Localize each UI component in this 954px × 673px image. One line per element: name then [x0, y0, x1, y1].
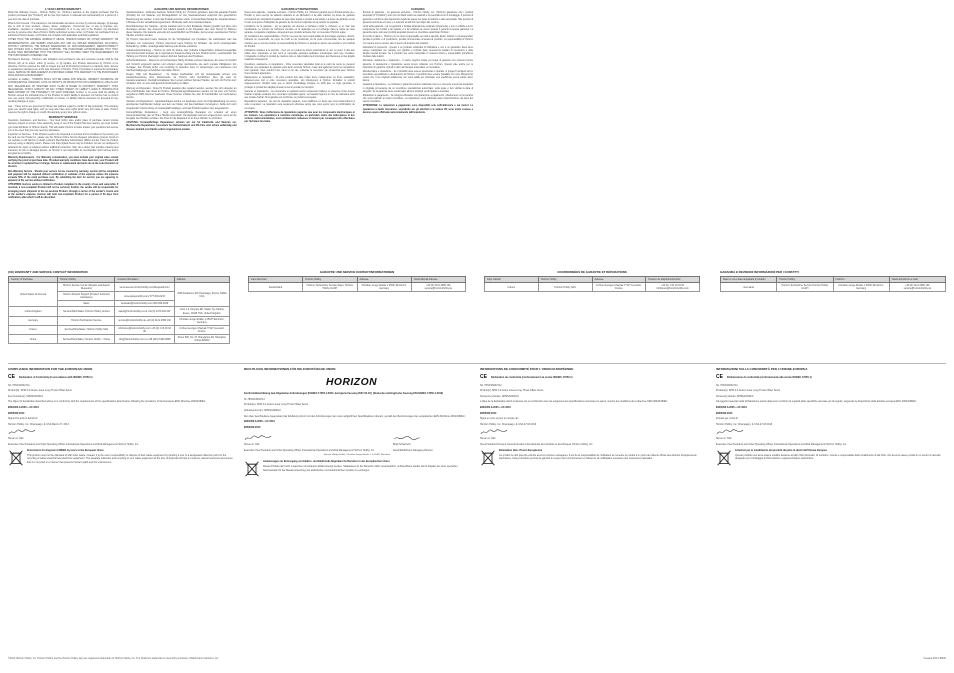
- table-cell: Horizon Technischer Service Horizon Hobby GmbH: [777, 283, 833, 292]
- warranty-paragraph: (b) Horizon übernimmt keine Garantie für die Verfügbarkeit von Produkten, die Lieferbarkeit oder das Einhalten von Lieferzeiten. Horizon übernimmt keine Haftung für Schäden, die durch unsachgemäße Behandlung, Unfälle, unsachgemäße Wartung oder Einbau entstehen.: [126, 39, 237, 48]
- item-number: Artikelnummer(n): SPMSA2030L0: [244, 408, 281, 412]
- warranty-paragraph: Non-Warranty Service - Should your service not be covered by warranty, service will be completed and payment will be required without notification or estimate of the expense unless the expense exceeds 50% of the retail purchase cost. By submitting the item for service you are agreeing to payment of the service without notification.: [8, 170, 119, 183]
- table-row: [9, 325, 230, 334]
- weee-bin-icon: [480, 449, 496, 467]
- compliance-title: RECHTLICHE INFORMATIONEN FÜR DIE EUROPÄISCHE UNION: [244, 367, 336, 371]
- warranty-paragraph: Questions, assistance et réparations - Votre revendeur spécialisé local et le point de vente ne peuvent effectuer une évaluation de garantie sans avoir consulté Horizon. Cela vaut également pour les réparations sous garantie. Vous voudrez bien, dans un tel cas, contacter le revendeur qui conviendra avec Horizon d'une décision appropriée.: [244, 63, 355, 76]
- declaration-label: Declaration of Conformity (in accordance with ISO/IEC 17050-1): [19, 376, 93, 380]
- contact-table-fr: [484, 270, 700, 292]
- compliance-de: [244, 368, 470, 648]
- table-cell: Horizon Hobby SAS: [538, 283, 592, 292]
- table-cell: United States of America: [9, 283, 58, 307]
- contact-tables: [8, 270, 946, 360]
- ce-mark-icon: CE: [8, 374, 15, 381]
- warranty-attention: ACHTUNG: Kostenpflichtige Reparaturen nehmen wir nur für Elektronik und Motoren vor. Mechanische Reparaturen, besonders bei Hubschraubern und RC-Cars sind extrem aufwendig und müssen deshalb vom Käufer selbst vorgenommen werden.: [126, 122, 237, 131]
- table-header: Horizon Hobby: [538, 277, 592, 283]
- warranty-paragraph: Indications relatives à la sécurité - Ceci est un produit de loisirs perfectionné et non un jouet. Il doit être utilisé avec précaution et bon sens et nécessite quelques aptitudes mécaniques ainsi que mentales. L'incapacité à utiliser le produit de manière sûre et raisonnable peut provoquer des blessures et des dégâts matériels conséquents.: [244, 49, 355, 62]
- contact-table-title: GARANTIE UND SERVICE KONTAKTINFORMATIONEN: [319, 270, 395, 274]
- standard: EN55022:2010: [480, 411, 497, 415]
- warranty-paragraph: Wartung und Reparatur - Muss Ihr Produkt gewartet oder repariert werden, wenden Sie sich entweder an Ihren Fachhändler oder direkt an Horizon. Rücksendungen/Reparaturen werden nur mit einer von Horizon vergebenen RMA Nummer bearbeitet. Diese Nummer erhalten Sie oder Ihr Fachhändler vom technischen Service.: [126, 87, 237, 100]
- signed-label: Signed for and on behalf of:: [8, 417, 38, 421]
- table-cell: Germania: [721, 283, 777, 292]
- declaration-body: Gli oggetti presentati nella dichiarazione sopra citata sono conformi ai requisiti delle specifiche elencate qui di seguito, seguendo le disposizioni della direttiva europea EMC 2004/108/EC:: [716, 400, 917, 404]
- item-number: Numéro(s) d'article: SPMSA2030L0: [480, 394, 519, 398]
- warranty-attention: ATTENZIONE: Le riparazioni a pagamento sono disponibili solo sull'elettronica e sui motori. Le riparazioni a livello meccanico, soprattutto per gli elicotteri e le vetture RC sono molto costose e devono essere effettuate autonomamente dall'acquirente.: [362, 105, 473, 114]
- table-header: Telefono/Indirizzo e-mail: [889, 277, 945, 283]
- table-cell: sales@horizonhobby.co.uk +44 (0) 1279 641 097: [115, 307, 174, 316]
- table-cell: Horizon Service Center (Repairs and Repair Requests): [58, 283, 115, 292]
- declaration-body: The object of declaration described above is in conformity with the requirements of the specifications listed below, following the provisions of the European EMC Directive 2004/108/EC:: [8, 400, 206, 404]
- table-header: Horizon Hobby: [777, 277, 833, 283]
- signature-icon: [244, 434, 272, 442]
- table-header: Adresse: [592, 277, 646, 283]
- table-row: [9, 307, 230, 316]
- table-row: [721, 283, 946, 292]
- table-cell: websales@horizonhobby.com 800-338-4639: [115, 301, 174, 307]
- weee-title: Istruzioni per lo smaltimento dei prodotti da parte di utenti dell'Unione Europea: [735, 448, 827, 452]
- table-cell: France: [485, 283, 539, 292]
- warranty-paragraph: Purchaser's Remedy - Horizon's sole obligation and purchaser's sole and exclusive remedy shall be that Horizon will, at its option, either (i) service, or (ii) replace, any Product determined by Horizon to be defective. Horizon reserves the right to inspect any and all Product(s) involved in a warranty claim. Service or replacement decisions are at the sole discretion of Horizon. Proof of purchase is required for all warranty claims. SERVICE OR REPLACEMENT AS PROVIDED UNDER THIS WARRANTY IS THE PURCHASER'S SOLE AND EXCLUSIVE REMEDY.: [8, 59, 119, 78]
- standard: EN61000-6-2005 + AC:2011: [716, 405, 747, 409]
- signature-icon: [8, 428, 36, 436]
- warranty-attention: ATTENTION: Horizon service is limited to Product compliant in the country of use and ownership. If received, a non-compliant Product will not be serviced. Further, the sender will be responsible for arranging return shipment of the un-serviced Product, through a carrier of the sender's choice and at the sender's expense. Horizon will hold non-compliant Product for a period of 60 days from notification, after which it will be discarded.: [8, 184, 119, 199]
- table-row: [485, 283, 700, 292]
- table-cell: United Kingdom: [9, 307, 58, 316]
- signatory-name: Steven A. Hall: [716, 437, 732, 441]
- warranty-title-fr: GARANTIE ET RÉPARATIONS: [281, 8, 319, 11]
- signature-block: [393, 432, 433, 454]
- warranty-title-en: 1-YEAR LIMITED WARRANTY: [44, 8, 82, 11]
- copyright-text: ©2013 Horizon Hobby, Inc. Horizon Hobby and the Horizon Hobby logo are registered trademarks of Horizon Hobby, Inc. The Spektrum trademark is used with permission of Bachmann Industries, Inc.: [8, 657, 219, 660]
- table-header: Land des Kauf: [249, 277, 303, 283]
- standard: EN55022:2010: [244, 425, 261, 429]
- signatory-title: Executive Vice President and Chief Operating Officer International Operations and Risk Management Horizon Hobby, Inc.: [8, 442, 139, 446]
- warranty-paragraph: Questions, Assistance, and Services - Your local hobby store and/or place of purchase cannot provide warranty support or service. Once assembly, setup or use of the Product has been started, you must contact your local distributor or Horizon directly. This will enable Horizon to better answer your questions and service you in the event that you may need any assistance.: [8, 120, 119, 132]
- warranty-paragraph: What this Warranty Covers - Horizon Hobby, Inc. (Horizon) warrants to the original purchaser that the product purchased (the "Product") will be free from defects in materials and workmanship for a period of 1 year from the date of purchase.: [8, 12, 119, 21]
- warranty-attention: ATTENTION : Nous n'effectuons de réparations payantes que pour les composants électroniques et les moteurs. Les réparations à caractère mécanique, en particulier celles des hélicoptères et des voitures radiocommandées, sont extrêmement coûteuses et doivent par conséquent être effectuées par l'acheteur lui-même.: [244, 111, 355, 124]
- svg-text:HORIZON: HORIZON: [325, 377, 378, 389]
- declaration-number: Nr. HH2013032712: [244, 397, 265, 401]
- weee-text: This product must not be disposed of with other waste. Instead, it is the user's responsibility to dispose of their waste equipment by handing it over to a designated collection point for the recycling of waste electrical and electronic equipment. The separate collection and recycling of your waste equipment at the time of disposal will help to conserve natural resources and ensure that it is recycled in a manner that protects human health and the environment.: [27, 454, 233, 464]
- warranty-paragraph: (b) Limitations des responsabilités - Horizon ne peut être tenu responsable de dommages spéciaux, directs, indirects ou consécutifs, de perte de profit ou de production ou de perte commerciale, liés de quelque manière que ce soit au produit. La responsabilité de Horizon ne saurait en aucun cas excéder le prix d'achat du Produit.: [244, 36, 355, 48]
- weee-bin-icon: [244, 460, 260, 478]
- warranty-paragraph: Limitations de la garantie - (a) La garantie est donnée à l'acheteur initial (« Acheteur ») et n'est pas transférable. Le recours de l'acheteur consiste en la réparation ou en l'échange dans le cadre de cette garantie. La garantie s'applique uniquement aux produits achetés chez un revendeur Horizon agréé.: [244, 25, 355, 35]
- signature-icon: [393, 434, 421, 442]
- signatory-name: Steven A. Hall: [8, 437, 24, 441]
- declaration-label: Dichiarazione di conformità (conformemente alla norma ISO/IEC 17050-1): [727, 376, 812, 380]
- table-cell: +49 (0) 4121 2655 100 service@horizonhobby.de: [411, 283, 465, 292]
- warranty-paragraph: Limitation of Liability - HORIZON SHALL NOT BE LIABLE FOR SPECIAL, INDIRECT, INCIDENTAL OR CONSEQUENTIAL DAMAGES, LOSS OF PROFITS OR PRODUCTION OR COMMERCIAL LOSS IN ANY WAY, REGARDLESS OF WHETHER SUCH CLAIM IS BASED IN CONTRACT, WARRANTY, TORT, NEGLIGENCE, STRICT LIABILITY OR ANY OTHER THEORY OF LIABILITY, EVEN IF HORIZON HAS BEEN ADVISED OF THE POSSIBILITY OF SUCH DAMAGES. Further, in no event shall the liability of Horizon exceed the individual price of the Product on which liability is asserted. As Horizon has no control over use, setup, final assembly, modification or misuse, no liability shall be assumed nor accepted for any resulting damage or injury.: [8, 79, 119, 104]
- signatory-title: Executive Vice President and Chief Operating Officer International Operations and Risk Management Horizon Hobby, Inc.: [244, 448, 375, 452]
- declaration-number: No. HH2013032712: [8, 383, 30, 387]
- table-row: [249, 283, 466, 292]
- signatory-name: Birgit Schamuhn: [392, 442, 411, 446]
- warranty-services-heading: WARRANTY SERVICES: [48, 116, 78, 120]
- table-cell: Deutschland: [249, 283, 303, 292]
- signature-icon: [716, 428, 744, 436]
- table-header: Numéro de téléphone/Courriel: [646, 277, 700, 283]
- declaration-body: Der oben beschriebene Gegenstand der Erklärung stimmt mit den Anforderungen der unten aufgeführten Spezifikationen überein, gemäß den Bestimmungen der europäischen EMV-Richtlinie 2004/108/EC:: [244, 414, 466, 418]
- table-cell: Horizon Product Support (Product Technical Assistance): [58, 292, 115, 301]
- warranty-paragraph: Sicherheitshinweise - Dieses ist ein hochwertiges Hobby Produkt und kein Spielzeug. Es muss mit Vorsicht und Umsicht eingesetzt werden und erfordert einige mechanische wie auch mentale Fähigkeiten. Ein Versagen, das Produkt sicher und umsichtig zu betreiben kann zu Verletzungen von Lebewesen und Sachbeschädigungen erheblichen Ausmaßes führen.: [126, 60, 237, 72]
- contact-table: [720, 276, 946, 292]
- signatory-name: Steven A. Hall: [480, 437, 496, 441]
- table-cell: 11 Rue Georges Charpak 77127 Lieusaint, France: [592, 283, 646, 292]
- signature-block: [244, 432, 375, 454]
- warranty-paragraph: Riparazioni a pagamento - Se bisogna effettuare una riparazione a pagamento, effettueremo un preventivo che verrà inoltrato al vostro rivenditore. La riparazione verrà effettuata dopo l'autorizzazione da parte del vostro rivenditore.: [362, 94, 473, 104]
- compliance-title: INFORMAZIONI SULLA CONFORMITÀ PER L'UNIONE EUROPEA: [716, 367, 808, 371]
- item-number: Item Number(s): SPMSA2030L0: [8, 394, 43, 398]
- standard: EN61000-6-2005 + AC:2011: [8, 405, 39, 409]
- table-cell: Christian-Junge-Straße 1 25337 Elmshorn, Germany: [833, 283, 889, 292]
- weee-text: Questo prodotto non deve essere smaltito assieme ad altri rifiuti domestici. Al contrario, l'utente è responsabile dello smaltimento di tali rifiuti, che devono essere portati in un centro di raccolta designato per il riciclaggio di rifiuti elettrici e apparecchiature elettroniche.: [735, 454, 941, 461]
- product-name: Product(s): SPM 2.0-Gram Linear Long Throw Offset Servo: [8, 389, 72, 393]
- contact-table-title: COORDONNÉES DE GARANTIE ET RÉPARATIONS: [557, 270, 627, 274]
- table-row: [9, 316, 230, 325]
- table-cell: service@horizonhobby.de +49 (0) 4121 2655 100: [115, 316, 174, 325]
- compliance-title: COMPLIANCE INFORMATION FOR THE EUROPEAN UNION: [8, 367, 93, 371]
- declaration-body: L'objet de la déclaration décrit ci-dessus est en conformité avec les exigences des spécifications énumérées ci-après, suivant les conditions de la directive CEM 2004/108/EC:: [480, 400, 668, 404]
- warranty-paragraph: Indicazioni di sicurezza - Questo è un prodotto sofisticato di hobbistica e non è un giocattolo. Esso deve essere manipolato con cautela, con giudizio e richiede delle conoscenze basilari di meccanica e delle facoltà mentali di base. Se il prodotto non verrà manipolato in maniera sicura e responsabile potrebbero risultare delle lesioni.: [362, 46, 473, 59]
- table-header: Telefon/Email Adresse: [411, 277, 465, 283]
- warranty-paragraph: OTHER THAN THE EXPRESS WARRANTY ABOVE, HORIZON MAKES NO OTHER WARRANTY OR REPRESENTATION, AND HEREBY DISCLAIMS ANY AND ALL IMPLIED WARRANTIES, INCLUDING, WITHOUT LIMITATION, THE IMPLIED WARRANTIES OF NON-INFRINGEMENT, MERCHANTABILITY AND FITNESS FOR A PARTICULAR PURPOSE. THE PURCHASER ACKNOWLEDGES THAT THEY ALONE HAVE DETERMINED THAT THE PRODUCT WILL SUITABLY MEET THE REQUIREMENTS OF THE PURCHASER'S INTENDED USE.: [8, 39, 119, 58]
- warranty-paragraph: Durée de la garantie - Garantie exclusive - Horizon Hobby, Inc. (Horizon) garantit que le Produit acheté (le « Produit ») sera exempt de défauts matériels et de fabrication à sa date d'achat. La durée de garantie correspond aux dispositions légales du pays dans lequel le produit a été acquis. La durée de garantie est de 6 mois et la durée d'obligation de garantie de 18 mois à l'expiration de la période de garantie.: [244, 12, 355, 24]
- warranty-paragraph: Domande, assistenza e riparazioni - Il vostro negozio locale e/o luogo di acquisto non possono fornire garanzie di assistenza o riparazione senza previo colloquio con Horizon. Questo vale anche per le riparazioni in garanzia. Quindi in tale casi bisogna interpellare un rivenditore.: [362, 60, 473, 69]
- weee-title: Elimination dans l'Union Européenne: [499, 448, 543, 452]
- table-cell: Service/Parts/Sales: Horizon Hobby SAS: [58, 325, 115, 334]
- standard: EN55022:2010: [716, 411, 733, 415]
- warranty-paragraph: Manutenzione e riparazione - Se il prodotto deve essere ispezionato o riparato, si prega di rivolgersi ad un rivenditore specializzato o direttamente ad Horizon. Il prodotto deve essere imballato con cura. Bisogna far notare che i box originali solitamente non sono adatti per effettuare una spedizione senza subire alcun danno.: [362, 70, 473, 83]
- warranty-paragraph: Garantie und Reparaturen - Garantieanfragen werden nur bearbeitet, wenn ein Originalkaufbeleg von einem autorisierten Fachhändler beiliegt, aus dem der Käufer und das Kaufdatum hervorgehen. Sollte sich nach eingehender Untersuchung ein Garantiefall bestätigen, wird das Produkt repariert oder ausgetauscht.: [126, 101, 237, 110]
- table-header: Indirizzo: [833, 277, 889, 283]
- product-name: Prodotto(i): SPM 2.0-Gram Linear Long Throw Offset Servo: [716, 389, 781, 393]
- signature-icon: [480, 428, 508, 436]
- standard: EN61000-6-2005 + AC:2011: [480, 405, 511, 409]
- warranty-paragraph: (b) Limiti di danno - Horizon non si riterrà responsabile per danni speciali, diretti, indiretti o consequenziali; perdita di profitto o di produzione; perdita commerciale connessa al prodotto. La responsabilità di Horizon non supera mai in nessun caso il prezzo di acquisto del prodotto.: [362, 36, 473, 45]
- horizon-logo-icon: [325, 374, 389, 388]
- contact-table: [248, 276, 466, 292]
- warranty-paragraph: Maintenance et réparation - Si votre produit doit faire l'objet d'une maintenance ou d'une réparation, adressez-vous soit à votre revendeur spécialisé, soit directement à Horizon. Emballez le produit soigneusement. Veuillez noter que le carton d'emballage d'origine ne suffit pas, en règle générale, à protéger le produit des dégâts pouvant survenir pendant le transport.: [244, 77, 355, 89]
- table-cell: infofrance@horizonhobby.com +33 (0) 1 60 18 34 90: [115, 325, 174, 334]
- compliance-it: [716, 368, 942, 648]
- table-cell: France: [9, 325, 58, 334]
- declaration-number: No. HH2013032712: [716, 383, 738, 387]
- item-number: Numero(i) articolo: SPMSA2030L0: [716, 394, 754, 398]
- weee-text: Dieses Produkt darf nicht zusammen mit anderem Abfall entsorgt werden. Stattdessen ist der Benutzer dafür verantwortlich, unbrauchbare Geräte durch Abgabe bei einer speziellen Sammelstelle für die Wiederverwertung von elektrischen und elektronischen Geräten zu entsorgen.: [263, 465, 458, 472]
- weee-title: Anweisungen zur Entsorgung von Elektro- und Elektronik-Altgeräten für Benutzer in der Europäischen Union: [263, 459, 390, 463]
- contact-table: [8, 276, 230, 344]
- company-block: Horizon Hobby, Inc. Champaign, IL USA March 27, 2013: [8, 422, 69, 426]
- warranty-paragraph: Einschränkungen der Garantie - (a) Die Garantie wird nur dem Erstkäufer (Käufer) gewährt und kann nicht übertragen werden. Der Anspruch des Käufers besteht in der Reparatur oder dem Tausch im Rahmen dieser Garantie. Die Garantie erstreckt sich ausschließlich auf Produkte, die bei einem autorisierten Horizon Händler erworben wurden.: [126, 25, 237, 38]
- table-header: Contact Information: [115, 277, 174, 283]
- compliance-en: [8, 368, 234, 648]
- table-cell: +33 (0) 1 60 18 34 90 infofrance@horizonhobby.com: [646, 283, 700, 292]
- contact-table-title: (UK) WARRANTY AND SERVICE CONTACT INFORMATION: [8, 270, 88, 274]
- standard: EN55022:2010: [8, 411, 25, 415]
- ce-mark-icon: CE: [716, 374, 723, 381]
- warranty-paragraph: Garanzia a riparazione - Le richieste in garanzia verranno elaborate solo se è presente una prova d'acquisto in originale proveniente da un rivenditore specializzato autorizzato, nella quale è ben visibile la data di acquisto. Se la garanzia viene confermata, allora il prodotto verrà riparato o sostituito.: [362, 84, 473, 93]
- table-cell: Horizon Technischer Service Sales: Horizon Hobby GmbH: [303, 283, 357, 292]
- weee-text: Ce produit ne doit pas être éliminé avec les ordures ménagères. Il est de la responsabilité de l'utilisateur de remettre le produit à un point de collecte officiel des déchets d'équipements électriques. Cette procédure permet de garantir le respect de l'environnement et l'absence de sollicitation excessive des ressources naturelles.: [499, 454, 697, 461]
- contact-table-de: [248, 270, 466, 292]
- table-cell: +49 (0) 4121 2655 100 service@horizonhobby.de: [889, 283, 945, 292]
- product-name: Produit(s): SPM 2.0-Gram Linear Long Throw Offset Servo: [480, 389, 544, 393]
- company-block: Horizon Hobby, Inc. Champaign, IL USA 27.03.2013: [716, 422, 773, 426]
- table-cell: Room 506, No. 97 Changshou Rd. Shanghai, China 200060: [174, 335, 229, 344]
- company-block: Horizon Hobby, Inc. Champaign, IL USA 27.03.2013: [480, 422, 537, 426]
- table-cell: Service/Parts/Sales: Horizon Hobby Limited: [58, 307, 115, 316]
- warranty-paragraph: Periodo di garanzia - La garanzia esclusiva - Horizon Hobby, Inc. (Horizon) garantisce che i prodotti acquistati (il "Prodotto") sono privi di difetti relativi ai materiali e di eventuali errori di montaggio. Il periodo di garanzia è conforme alle disposizioni legali del paese nel quale il prodotto è stato acquistato. Tale periodo di garanzia ammonta a 6 mesi e si estende ad altri 18 mesi dopo tale termine.: [362, 12, 473, 24]
- signatory-title: Vice-Président Directeur Général Gestion Internationale des Activités et des Risques Horizon Hobby, Inc.: [480, 442, 594, 446]
- table-header: Adresse: [357, 277, 411, 283]
- declaration-number: No. HH2013032712: [480, 383, 502, 387]
- product-name: Produkt(e): SPM 2.0-Gram Linear Long Throw Offset Servo: [244, 403, 309, 407]
- contact-table: [484, 276, 700, 292]
- table-header: Stato in cui è stato acquistato il prodotto: [721, 277, 777, 283]
- weee-title: Instructions for disposal of WEEE by users in the European Union: [27, 448, 104, 452]
- contact-table-title: GARANZIA E REVISIONI INFORMAZIONI PER I CONTATTI: [720, 270, 799, 274]
- warranty-paragraph: Law - These terms are governed by Illinois law (without regard to conflict of law principals). This warranty gives you specific legal rights, and you may also have other rights which vary from state to state. Horizon reserves the right to change or modify this warranty at any time without notice.: [8, 105, 119, 114]
- declaration-label: Déclaration de conformité (conformément à la norme ISO/IEC 17050-1): [491, 376, 573, 380]
- warranty-paragraph: Warranty Requirements - For Warranty consideration, you must include your original sales receipt verifying the proof-of-purchase date. Provided warranty conditions have been met, your Product will be serviced or replaced free of charge. Service or replacement decisions are at the sole discretion of Horizon.: [8, 156, 119, 169]
- contact-table-en: [8, 270, 230, 344]
- table-cell: Christian-Junge-Straße 1 25337 Elmshorn, Germany: [357, 283, 411, 292]
- ce-mark-icon: CE: [480, 374, 487, 381]
- table-cell: info@horizonhobby.com.cn +86 (021) 5180 9868: [115, 335, 174, 344]
- warranty-paragraph: Schadensbeschränkung - Horizon ist nicht für direkte oder indirekte Folgeschäden, Einkommensausfälle oder kommerzielle Verluste, die in irgendeinem Zusammenhang mit dem Produkt stehen, verantwortlich. Die Haftung von Horizon übersteigt in keinem Fall den Kaufpreis des Produktes.: [126, 49, 237, 59]
- compliance-title: INFORMATIONS DE CONFORMITÉ POUR L'UNION EUROPÉENNE: [480, 367, 574, 371]
- signature-row: [244, 432, 470, 454]
- warranty-paragraph: Kostenpflichtige Reparaturen - Liegt eine kostenpflichtige Reparatur vor, erstellen wir einen Kostenvoranschlag, den wir Ihrem Händler übermitteln. Die Reparatur wird erst vorgenommen, wenn wir die Freigabe des Händlers erhalten. Der Preis für die Reparatur ist an Ihren Händler zu entrichten.: [126, 111, 237, 121]
- table-header: Country of Purchase: [9, 277, 58, 283]
- declaration-label: Konformitätserklärung laut Allgemeine Anforderungen (ISO/IEC 17050-1:2004, korrigierte Fassung 2007-06-15); (Deutsche und Englische Fassung EN ISO/IEC 17050-1:2010): [244, 392, 444, 396]
- table-cell: 11 Rue Georges Charpak 77127 Lieusaint, France: [174, 325, 229, 334]
- warranty-paragraph: What is Not Covered - This warranty is not transferable and does not cover (i) cosmetic damage, (ii) damage due to acts of God, accident, misuse, abuse, negligence, commercial use, or due to improper use, installation, operation or maintenance, (iii) modification of or to any part of the Product, (iv) attempted service by anyone other than a Horizon Hobby authorized service center, (v) Product not purchased from an authorized Horizon dealer, (vi) Product not compliant with applicable technical regulations.: [8, 22, 119, 38]
- created-date: Created 03/13 38620: [923, 657, 946, 660]
- table-cell: servicecenter.horizonhobby.com/RequestForm/: [115, 283, 174, 292]
- weee-bin-icon: [8, 449, 24, 467]
- section-divider: [8, 363, 946, 364]
- warranty-title-de: GARANTIE UND SERVICE INFORMATIONEN: [154, 8, 209, 11]
- signed-label: Firmato per conto di:: [716, 417, 739, 421]
- table-cell: 4105 Fieldstone Rd Champaign, Illinois, 61822 USA: [174, 283, 229, 307]
- table-cell: China: [9, 335, 58, 344]
- table-cell: Units 1-4, Ployters Rd, Staple Tye Harlow, Essex, CM18 7NS, United Kingdom: [174, 307, 229, 316]
- signatory-title: Executive Vice President and Chief Operating Officer International Operations and Risk Management Horizon Hobby, Inc.: [716, 442, 847, 446]
- table-row: [9, 283, 230, 292]
- table-header: Horizon Hobby: [58, 277, 115, 283]
- table-cell: Germany: [9, 316, 58, 325]
- warranty-text-block: [8, 8, 946, 260]
- warranty-paragraph: Fragen, Hilfe und Reparaturen - Ihr lokaler Fachhändler und die Verkaufsstelle können eine Garantiebeurteilung ohne Rücksprache mit Horizon nicht durchführen. Dies gilt auch für Garantiereparaturen. Deshalb kontaktieren Sie in einem solchen Fall den Händler, der sich mit Horizon kurz schließen wird, um eine sachgerechte Entscheidung zu fällen.: [126, 74, 237, 86]
- warranty-paragraph: Réparations payantes - En cas de réparation payante, nous établirons un devis que nous transmettrons à votre revendeur. La réparation sera seulement effectuée après que nous ayons reçu la confirmation du revendeur.: [244, 101, 355, 110]
- table-header: Pays d'achat: [485, 277, 539, 283]
- table-cell: Service/Parts/Sales: Horizon Hobby – China: [58, 335, 115, 344]
- page-footer: [8, 657, 946, 665]
- warranty-title-it: GARANZIA: [411, 8, 425, 11]
- table-cell: Christian-Junge-Straße 1 25337 Elmshorn, Germany: [174, 316, 229, 325]
- warranty-paragraph: Inspection or Services - If this Product needs to be inspected or serviced and is compliant in the country you live and use the Product in, please use the Horizon Online Service Request submission process found on our website or call Horizon to obtain a Return Merchandise Authorization (RMA) number. Pack the Product securely using a shipping carton. Please note that original boxes may be included, but are not designed to withstand the rigors of shipping without additional protection. Ship via a carrier that provides tracking and insurance for lost or damaged parcels, as Horizon is not responsible for merchandise until it arrives and is accepted at our facility.: [8, 133, 119, 155]
- weee-bin-icon: [716, 449, 732, 467]
- table-cell: www.quiquehobby.com/ 877-504-0233: [115, 292, 174, 301]
- compliance-fr: [480, 368, 706, 648]
- signatory-name: Steven A. Hall: [244, 442, 260, 446]
- table-header: Address: [174, 277, 229, 283]
- table-cell: Sales: [58, 301, 115, 307]
- table-cell: Horizon Technischer Service: [58, 316, 115, 325]
- warranty-paragraph: Limiti della garanzia - (a) La garanzia è limitata all'acquirente originale (Acquirente) e non è cedibile a terzi. L'acquirente ha il diritto a far riparare o a far sostituire la merce durante il periodo di questa garanzia. La garanzia copre solo quei prodotti acquistati presso un rivenditore autorizzato Horizon.: [362, 25, 473, 35]
- table-header: Horizon Hobby: [303, 277, 357, 283]
- contact-table-it: [720, 270, 946, 292]
- warranty-paragraph: Garantie et réparations - Les demandes en garantie seront uniquement traitées en présence d'une preuve d'achat originale émanant d'un revendeur spécialisé agréé, sur laquelle figurent le nom de l'acheteur ainsi que la date d'achat. Si la garantie est confirmée, le produit sera réparé.: [244, 90, 355, 100]
- standard: EN61000-6-2005 + AC:2011: [244, 420, 275, 424]
- horizon-address: Horizon Hobby GmbH, Christian-Junge-Straße 1, D-25337 Elmshorn: [323, 454, 391, 457]
- table-row: [9, 335, 230, 344]
- signed-label: Signé en nom et pour le compte de:: [480, 417, 519, 421]
- warranty-paragraph: Garantiezeitraum - Exklusive Garantie: Horizon Hobby Inc. (Horizon) garantiert, dass das gekaufte Produkt (Produkt) frei von Material- und Montagefehlern ist. Der Garantiezeitraum entspricht den gesetzlichen Bestimmung des Landes, in dem das Produkt erworben wurde. In Deutschland beträgt der Garantiezeitraum 6 Monate und der Gewährleistungszeitraum 18 Monate nach dem Garantiezeitraum.: [126, 12, 237, 24]
- signatory-title: Geschäftsführerin Managing Director: [392, 448, 433, 452]
